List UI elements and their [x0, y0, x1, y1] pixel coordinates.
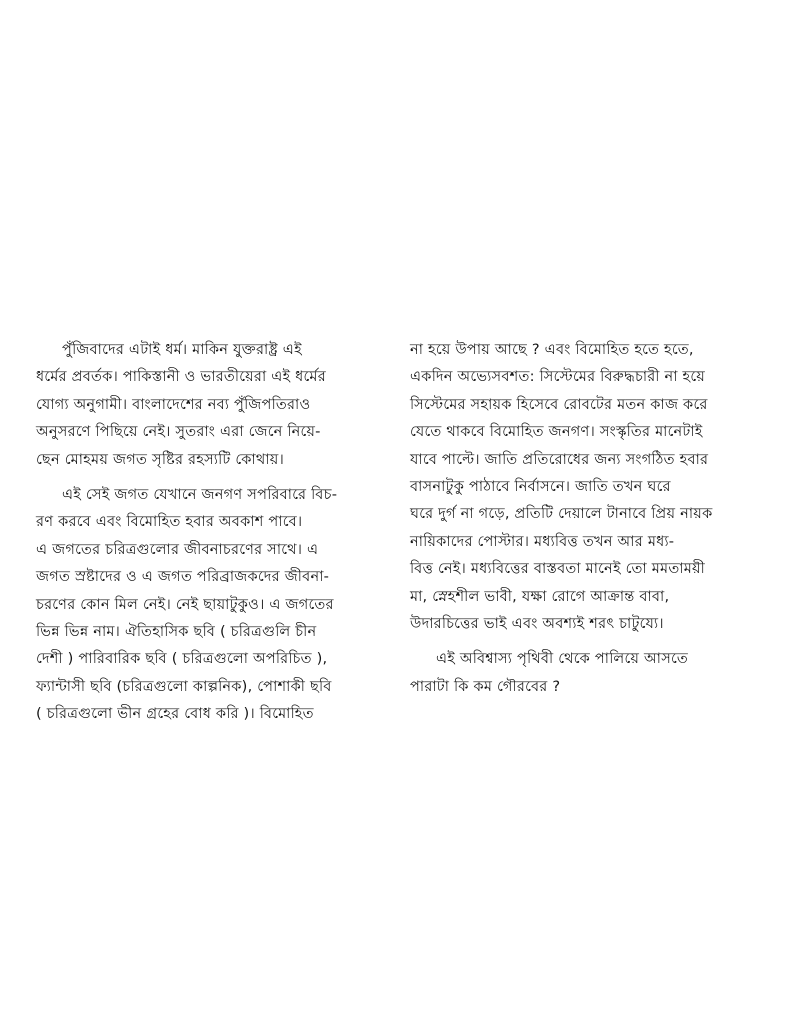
text-line: মা, স্নেহশীল ভাবী, যক্ষা রোগে আক্রান্ত বাবা, — [410, 587, 670, 605]
text-line: এ জগতের চরিত্রগুলোর জীবনাচরণের সাথে। এ — [36, 540, 319, 558]
right-text-column — [410, 336, 782, 700]
text-line: অনুসরণে পিছিয়ে নেই। সুতরাং এরা জেনে নিয়ে- — [36, 423, 321, 441]
text-line: রণ করবে এবং বিমোহিত হবার অবকাশ পাবে। — [36, 513, 303, 531]
paragraph — [36, 481, 392, 728]
text-line: পারাটা কি কম গৌরবের ? — [410, 677, 561, 695]
text-line: পুঁজিবাদের এটাই ধর্ম। মাকিন যুক্তরাষ্ট্র এই — [62, 341, 302, 358]
text-line: বাসনাটুকু পাঠাবে নির্বাসনে। জাতি তখন ঘরে — [410, 477, 671, 495]
text-line: যাবে পাল্টে। জাতি প্রতিরোধের জন্য সংগঠিত হবার — [410, 450, 709, 468]
text-line: না হয়ে উপায় আছে ? এবং বিমোহিত হতে হতে, — [410, 341, 694, 358]
text-line: ভিন্ন ভিন্ন নাম। ঐতিহাসিক ছবি ( চরিত্রগুলি চীন — [36, 622, 317, 640]
paragraph-gap — [36, 473, 392, 481]
text-line: বিত্ত নেই। মধ্যবিত্তের বাস্তবতা মানেই তো মমতাময়ী — [410, 560, 705, 578]
text-line: নায়িকাদের পোস্টার। মধ্যবিত্ত তখন আর মধ্য- — [410, 532, 675, 550]
text-line: দেশী ) পারিবারিক ছবি ( চরিত্রগুলো অপরিচিত ), — [36, 650, 328, 668]
text-line: ঘরে দুর্গ না গড়ে, প্রতিটি দেয়ালে টানাবে প্রিয় নায়ক — [410, 505, 713, 523]
text-line: একদিন অভ্যেসবশত: সিস্টেমের বিরুদ্ধচারী না হয়ে — [410, 368, 706, 386]
text-line: যোগ্য অনুগামী। বাংলাদেশের নব্য পুঁজিপতিরাও — [36, 395, 311, 413]
text-line: চরণের কোন মিল নেই। নেই ছায়াটুকুও। এ জগতের — [36, 595, 334, 613]
paragraph — [36, 336, 392, 473]
text-line: ফ্যান্টাসী ছবি (চরিত্রগুলো কাল্পনিক), পোশাকী ছবি — [36, 677, 332, 695]
paragraph-gap — [410, 637, 782, 645]
text-line: এই অবিশ্বাস্য পৃথিবী থেকে পালিয়ে আসতে — [436, 650, 689, 668]
text-line: ছেন মোহময় জগত সৃষ্টির রহস্যটি কোথায়। — [36, 450, 285, 468]
text-line: যেতে থাকবে বিমোহিত জনগণ। সংস্কৃতির মানেটাই — [410, 423, 703, 441]
text-line: সিস্টেমের সহায়ক হিসেবে রোবটের মতন কাজ করে — [410, 395, 708, 413]
text-line: ধর্মের প্রবর্তক। পাকিস্তানী ও ভারতীয়েরা এই ধর্মের — [36, 368, 326, 386]
text-line: এই সেই জগত যেখানে জনগণ সপরিবারে বিচ- — [62, 485, 338, 503]
paragraph — [410, 645, 782, 700]
text-line: উদারচিত্তের ভাই এবং অবশ্যই শরৎ চাটুয্যে। — [410, 614, 664, 632]
left-text-column — [36, 336, 392, 727]
text-line: জগত স্রষ্টাদের ও এ জগত পরিব্রাজকদের জীবনা- — [36, 568, 330, 586]
paragraph — [410, 336, 782, 637]
text-line: ( চরিত্রগুলো ভীন গ্রহের বোধ করি )। বিমোহিত — [36, 705, 314, 723]
